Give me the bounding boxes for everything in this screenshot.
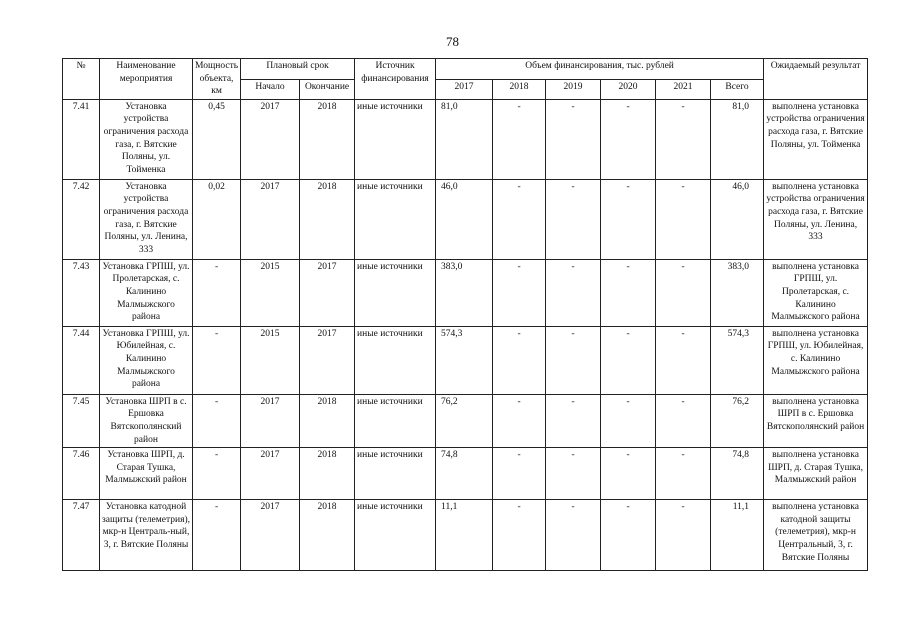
row-2020: - [601,326,656,394]
row-2017: 574,3 [436,326,493,394]
row-start: 2017 [241,448,300,500]
row-num: 7.46 [63,448,100,500]
row-start: 2017 [241,179,300,259]
row-num: 7.42 [63,179,100,259]
row-source: иные источники [355,99,436,179]
row-source: иные источники [355,179,436,259]
row-total: 76,2 [711,394,764,447]
header-year-2021: 2021 [656,79,711,99]
row-2020: - [601,500,656,571]
row-total: 46,0 [711,179,764,259]
row-end: 2018 [300,448,355,500]
row-2019: - [546,500,601,571]
row-2019: - [546,326,601,394]
table-header [63,59,868,100]
row-2018: - [493,259,546,326]
row-2017: 81,0 [436,99,493,179]
row-end: 2018 [300,394,355,447]
row-source: иные источники [355,500,436,571]
row-2020: - [601,179,656,259]
row-result: выполнена установка катодной защиты (телеметрия), мкр-н Центральный, 3, г. Вятские Поляны [764,500,868,571]
row-total: 81,0 [711,99,764,179]
header-capacity: Мощность объекта, км [193,59,241,100]
funding-plan-table [62,58,868,571]
row-end: 2017 [300,326,355,394]
row-source: иные источники [355,259,436,326]
row-end: 2018 [300,99,355,179]
header-funding: Объем финансирования, тыс. рублей [436,59,764,80]
row-2017: 11,1 [436,500,493,571]
row-result: выполнена установка ШРП, д. Старая Тушка, Малмыжский район [764,448,868,500]
row-2021: - [656,394,711,447]
row-capacity: - [193,500,241,571]
row-end: 2017 [300,259,355,326]
row-2021: - [656,326,711,394]
row-2019: - [546,179,601,259]
row-2018: - [493,179,546,259]
row-2020: - [601,394,656,447]
table-row [63,448,868,500]
row-total: 574,3 [711,326,764,394]
row-2019: - [546,99,601,179]
row-result: выполнена установка устройства ограничения расхода газа, г. Вятские Поляны, ул. Тойменка [764,99,868,179]
header-total: Всего [711,79,764,99]
header-plan-term: Плановый срок [241,59,355,80]
row-2020: - [601,99,656,179]
row-2018: - [493,448,546,500]
row-start: 2017 [241,99,300,179]
table-row [63,326,868,394]
row-source: иные источники [355,394,436,447]
row-2021: - [656,99,711,179]
row-2021: - [656,259,711,326]
header-result: Ожидаемый результат [764,59,868,100]
row-start: 2015 [241,259,300,326]
row-name: Установка ГРПШ, ул. Пролетарская, с. Калинино Малмыжского района [100,259,193,326]
row-result: выполнена установка ГРПШ, ул. Пролетарская, с. Калинино Малмыжского района [764,259,868,326]
row-result: выполнена установка устройства ограничения расхода газа, г. Вятские Поляны, ул. Ленина, 333 [764,179,868,259]
row-result: выполнена установка ШРП в с. Ершовка Вятскополянский район [764,394,868,447]
row-capacity: - [193,259,241,326]
row-end: 2018 [300,500,355,571]
row-capacity: - [193,326,241,394]
row-result: выполнена установка ГРПШ, ул. Юбилейная, с. Калинино Малмыжского района [764,326,868,394]
table-row [63,99,868,179]
header-start: Начало [241,79,300,99]
row-2018: - [493,500,546,571]
header-year-2019: 2019 [546,79,601,99]
row-num: 7.43 [63,259,100,326]
page-number: 78 [446,34,459,49]
table-row [63,259,868,326]
row-2019: - [546,259,601,326]
row-source: иные источники [355,326,436,394]
row-num: 7.41 [63,99,100,179]
header-num: № [63,59,100,100]
row-num: 7.47 [63,500,100,571]
row-total: 383,0 [711,259,764,326]
row-2018: - [493,326,546,394]
row-name: Установка ГРПШ, ул. Юбилейная, с. Калинино Малмыжского района [100,326,193,394]
row-2017: 46,0 [436,179,493,259]
row-2021: - [656,500,711,571]
row-name: Установка устройства ограничения расхода газа, г. Вятские Поляны, ул. Ленина, 333 [100,179,193,259]
row-num: 7.44 [63,326,100,394]
row-capacity: 0,45 [193,99,241,179]
row-name: Установка ШРП, д. Старая Тушка, Малмыжский район [100,448,193,500]
row-total: 74,8 [711,448,764,500]
header-name: Наименование мероприятия [100,59,193,100]
row-start: 2017 [241,500,300,571]
row-name: Установка катодной защиты (телеметрия), мкр-н Централь-ный, 3, г. Вятские Поляны [100,500,193,571]
header-year-2017: 2017 [436,79,493,99]
table-row [63,394,868,447]
table-row [63,179,868,259]
row-capacity: 0,02 [193,179,241,259]
row-2019: - [546,394,601,447]
row-total: 11,1 [711,500,764,571]
row-capacity: - [193,394,241,447]
row-start: 2015 [241,326,300,394]
row-name: Установка ШРП в с. Ершовка Вятскополянский район [100,394,193,447]
row-2017: 74,8 [436,448,493,500]
row-2018: - [493,394,546,447]
row-end: 2018 [300,179,355,259]
row-2017: 383,0 [436,259,493,326]
row-2021: - [656,179,711,259]
row-start: 2017 [241,394,300,447]
header-end: Окончание [300,79,355,99]
row-name: Установка устройства ограничения расхода газа, г. Вятские Поляны, ул. Тойменка [100,99,193,179]
row-2017: 76,2 [436,394,493,447]
row-2020: - [601,448,656,500]
table-row [63,500,868,571]
header-year-2018: 2018 [493,79,546,99]
header-year-2020: 2020 [601,79,656,99]
row-2018: - [493,99,546,179]
header-source: Источник финансирования [355,59,436,100]
row-source: иные источники [355,448,436,500]
row-capacity: - [193,448,241,500]
row-2020: - [601,259,656,326]
row-num: 7.45 [63,394,100,447]
row-2021: - [656,448,711,500]
row-2019: - [546,448,601,500]
